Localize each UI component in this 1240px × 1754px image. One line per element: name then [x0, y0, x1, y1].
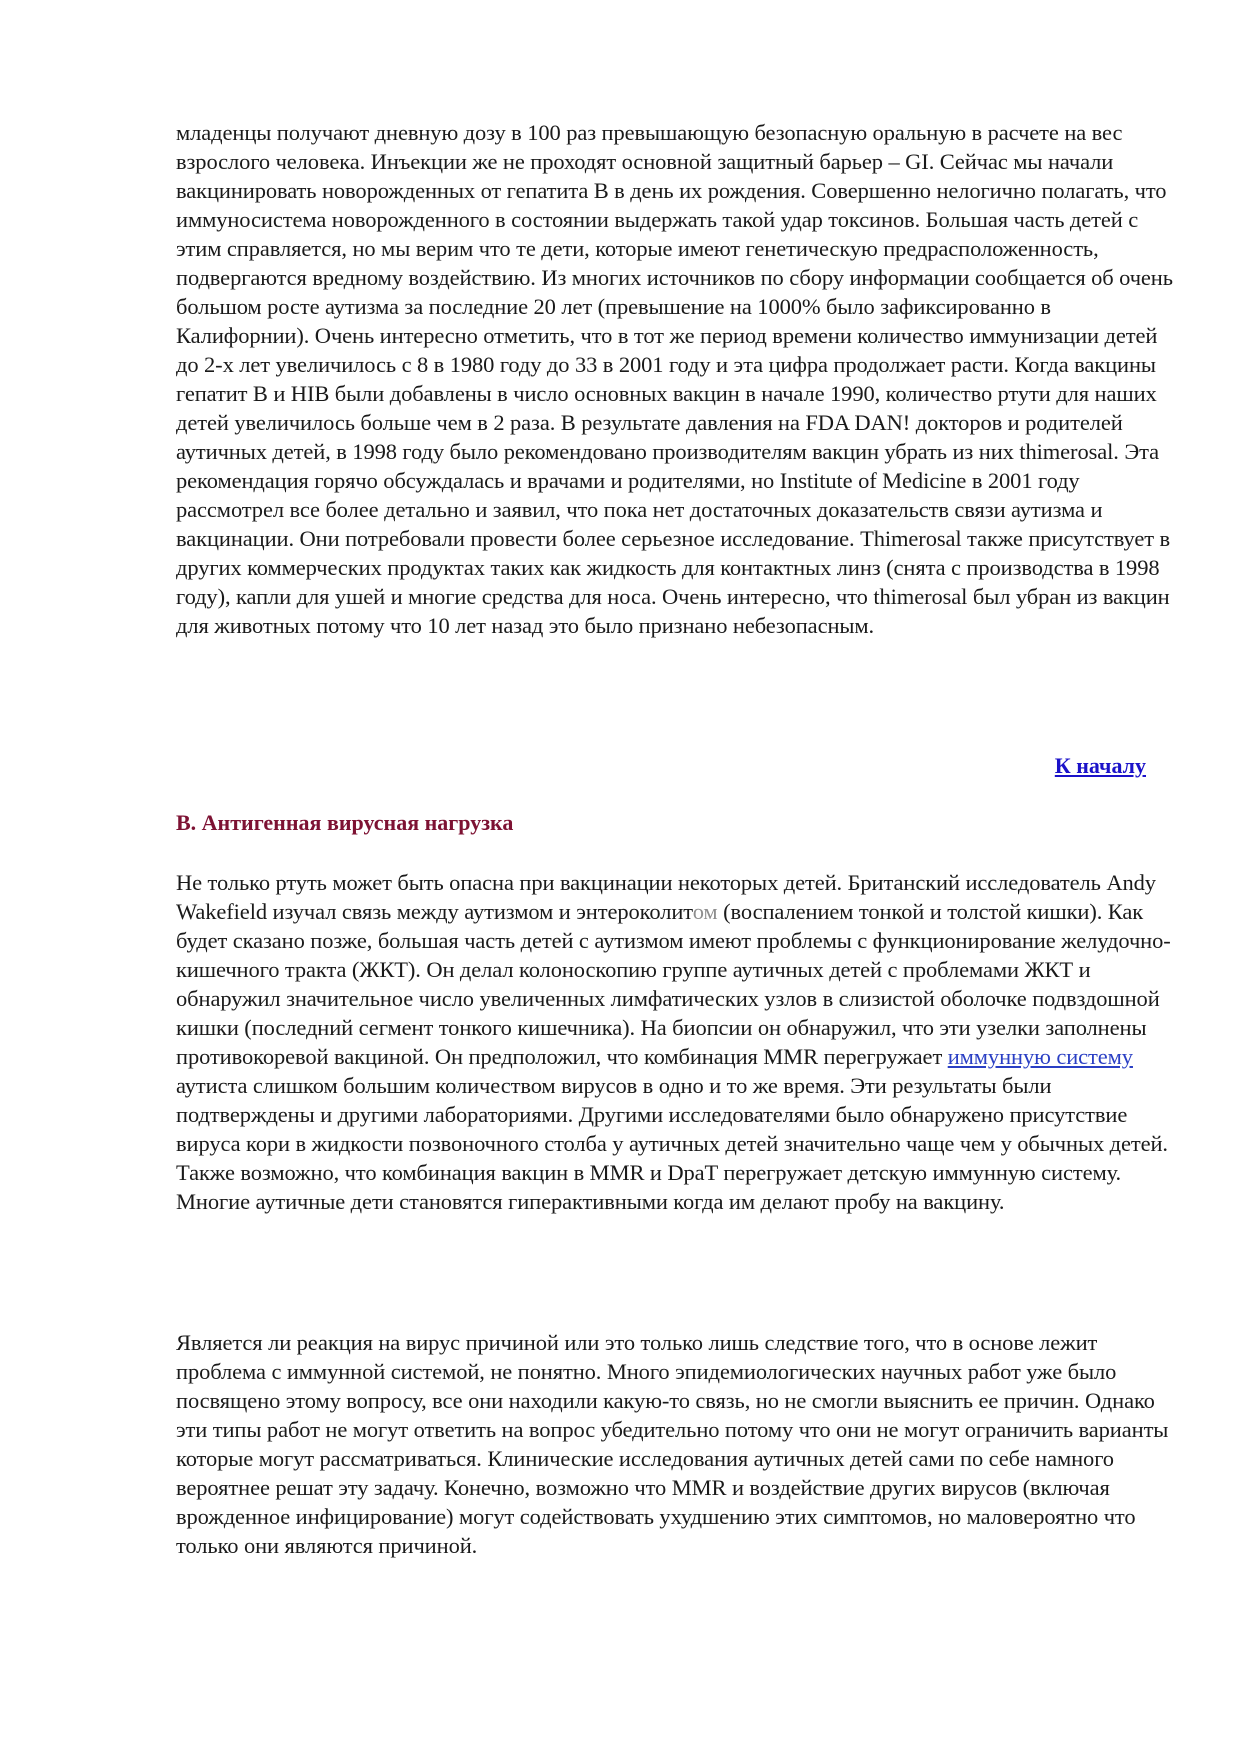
section-heading: B. Антигенная вирусная нагрузка	[176, 810, 514, 835]
paragraph-text: Не только ртуть может быть опасна при вакцинации некоторых детей. Британский исследователь Andy Wakefield изучал связь между аутизмом и энтероколит	[176, 870, 1156, 924]
immune-system-link[interactable]: иммунную систему	[947, 1044, 1133, 1069]
paragraph-text: аутиста слишком большим количеством вирусов в одно и то же время. Эти результаты были подтверждены и другими лабораториями. Другими исследователями было обнаружено присутствие вируса кори в жидкости позвоночного столба у аутичных детей значительно чаще чем у обычных детей. Также возможно, что комбинация вакцин в MMR и DpaT перегружает детскую иммунную систему. Многие аутичные дети становятся гиперактивными когда им делают пробу на вакцину.	[176, 1073, 1168, 1214]
paragraph-antigen-load	[176, 868, 1176, 1216]
paragraph-text: (воспалением тонкой и толстой кишки). Как будет сказано позже, большая часть детей с аутизмом имеют проблемы с функционирование желудочно-кишечного тракта (ЖКТ). Он делал колоноскопию группе аутичных детей с проблемами ЖКТ и обнаружил значительное число увеличенных лимфатических узлов в слизистой оболочке подвздошной кишки (последний сегмент тонкого кишечника). На биопсии он обнаружил, что эти узелки заполнены противокоревой вакциной. Он предположил, что комбинация MMR перегружает	[176, 899, 1171, 1069]
paragraph-thimerosal: младенцы получают дневную дозу в 100 раз превышающую безопасную оральную в расчете на вес взрослого человека. Инъекции же не проходят основной защитный барьер – GI. Сейчас мы начали вакцинировать новорожденных от гепатита B в день их рождения. Совершенно нелогично полагать, что иммуносистема новорожденного в состоянии выдержать такой удар токсинов. Большая часть детей с этим справляется, но мы верим что те дети, которые имеют генетическую предрасположенность, подвергаются вредному воздействию. Из многих источников по сбору информации сообщается об очень большом росте аутизма за последние 20 лет (превышение на 1000% было зафиксированно в Калифорнии). Очень интересно отметить, что в тот же период времени количество иммунизации детей до 2-х лет увеличилось с 8 в 1980 году до 33 в 2001 году и эта цифра продолжает расти. Когда вакцины гепатит B и HIB были добавлены в число основных вакцин в начале 1990, количество ртути для наших детей увеличилось больше чем в 2 раза. В результате давления на FDA DAN! докторов и родителей аутичных детей, в 1998 году было рекомендовано производителям вакцин убрать из них thimerosal. Эта рекомендация горячо обсуждалась и врачами и родителями, но Institute of Medicine в 2001 году рассмотрел все более детально и заявил, что пока нет достаточных доказательств связи аутизма и вакцинации. Они потребовали провести более серьезное исследование. Thimerosal также присутствует в других коммерческих продуктах таких как жидкость для контактных линз (снята с производства в 1998 году), капли для ушей и многие средства для носа. Очень интересно, что thimerosal был убран из вакцин для животных потому что 10 лет назад это было признано небезопасным.	[176, 120, 1173, 638]
back-to-top-link[interactable]: К началу	[1054, 753, 1146, 778]
paragraph-text-gray: ом	[692, 899, 718, 924]
paragraph-virus-reaction: Является ли реакция на вирус причиной или это только лишь следствие того, что в основе лежит проблема с иммунной системой, не понятно. Много эпидемиологических научных работ уже было посвящено этому вопросу, все они находили какую-то связь, но не смогли выяснить ее причин. Однако эти типы работ не могут ответить на вопрос убедительно потому что они не могут ограничить варианты которые могут рассматриваться. Клинические исследования аутичных детей сами по себе намного вероятнее решат эту задачу. Конечно, возможно что MMR и воздействие других вирусов (включая врожденное инфицирование) могут содействовать ухудшению этих симптомов, но маловероятно что только они являются причиной.	[176, 1330, 1169, 1558]
